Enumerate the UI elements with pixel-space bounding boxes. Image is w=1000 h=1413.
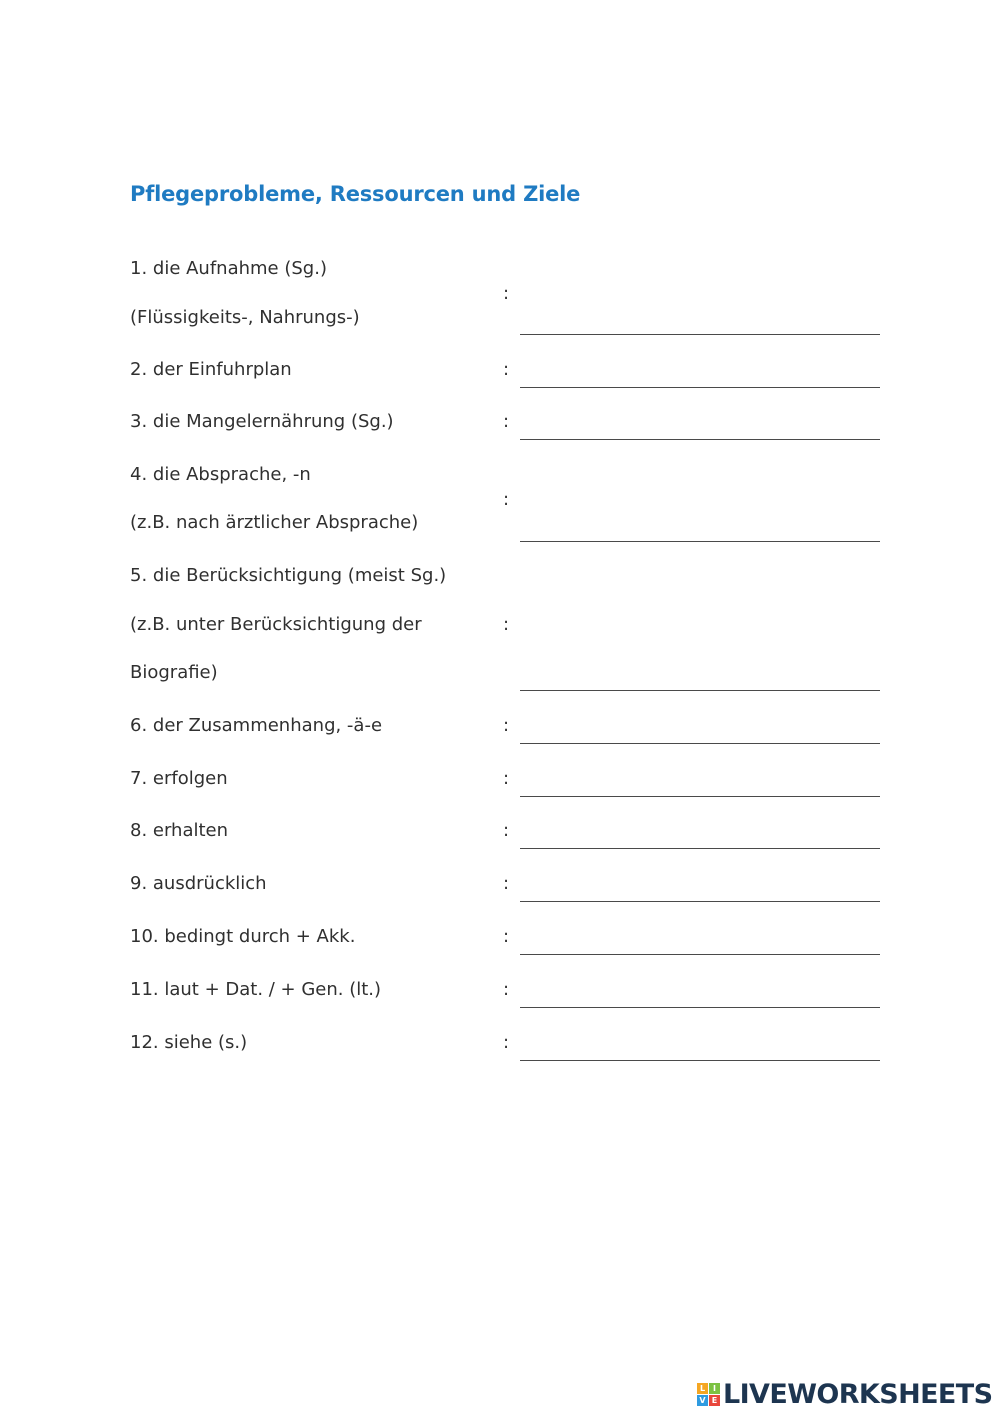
logo-square-l: L (697, 1383, 708, 1394)
item-5-answer-field[interactable] (520, 668, 880, 691)
item-9-colon: : (503, 873, 510, 894)
item-10-answer-field[interactable] (520, 932, 880, 955)
item-6-term: 6. der Zusammenhang, -ä-e (130, 715, 383, 736)
item-8-term: 8. erhalten (130, 820, 229, 841)
item-7-term: 7. erfolgen (130, 768, 228, 789)
item-9-term: 9. ausdrücklich (130, 873, 267, 894)
item-1-colon: : (503, 283, 510, 304)
item-9-answer-field[interactable] (520, 879, 880, 902)
item-10-term: 10. bedingt durch + Akk. (130, 926, 356, 947)
item-6-answer-field[interactable] (520, 721, 880, 744)
liveworksheets-logo (697, 1376, 992, 1412)
logo-square-i: I (709, 1383, 720, 1394)
item-4-colon: : (503, 489, 510, 510)
brand-name: LIVEWORKSHEETS (723, 1378, 993, 1410)
logo-squares-icon (697, 1383, 720, 1406)
item-4-answer-field[interactable] (520, 519, 880, 542)
item-2-colon: : (503, 359, 510, 380)
item-4-term: 4. die Absprache, -n (130, 464, 311, 485)
item-8-colon: : (503, 820, 510, 841)
item-12-colon: : (503, 1032, 510, 1053)
item-8-answer-field[interactable] (520, 826, 880, 849)
item-11-colon: : (503, 979, 510, 1000)
item-7-answer-field[interactable] (520, 774, 880, 797)
item-5-colon: : (503, 614, 510, 635)
item-1-note: (Flüssigkeits-, Nahrungs-) (130, 307, 360, 328)
item-2-answer-field[interactable] (520, 365, 880, 388)
item-11-term: 11. laut + Dat. / + Gen. (lt.) (130, 979, 382, 1000)
item-4-note: (z.B. nach ärztlicher Absprache) (130, 512, 419, 533)
logo-square-v: V (697, 1395, 708, 1406)
item-7-colon: : (503, 768, 510, 789)
item-3-answer-field[interactable] (520, 417, 880, 440)
worksheet-title: Pflegeprobleme, Ressourcen und Ziele (130, 182, 581, 206)
item-5-note-line-1: (z.B. unter Berücksichtigung der (130, 614, 422, 635)
item-2-term: 2. der Einfuhrplan (130, 359, 292, 380)
item-1-term: 1. die Aufnahme (Sg.) (130, 258, 327, 279)
item-1-answer-field[interactable] (520, 312, 880, 335)
item-5-term: 5. die Berücksichtigung (meist Sg.) (130, 565, 447, 586)
item-5-note-line-2: Biografie) (130, 662, 218, 683)
item-6-colon: : (503, 715, 510, 736)
item-12-term: 12. siehe (s.) (130, 1032, 248, 1053)
item-12-answer-field[interactable] (520, 1038, 880, 1061)
logo-square-e: E (709, 1395, 720, 1406)
item-3-term: 3. die Mangelernährung (Sg.) (130, 411, 394, 432)
item-10-colon: : (503, 926, 510, 947)
item-3-colon: : (503, 411, 510, 432)
item-11-answer-field[interactable] (520, 985, 880, 1008)
